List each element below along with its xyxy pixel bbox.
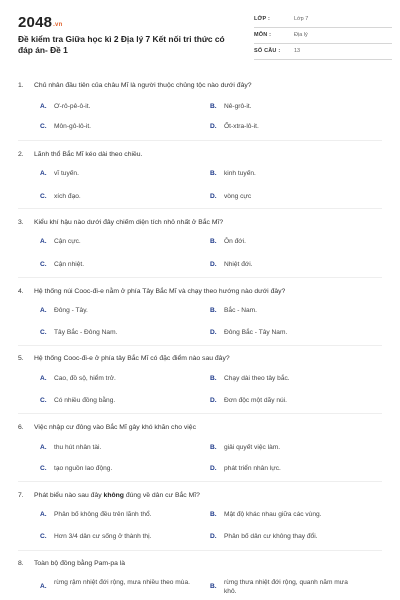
question-text bbox=[18, 355, 230, 362]
option-a[interactable] bbox=[40, 307, 88, 314]
option-a[interactable] bbox=[40, 170, 79, 177]
option-d[interactable] bbox=[210, 193, 251, 200]
option-text: Đơn độc một dãy núi. bbox=[224, 397, 287, 404]
question-number: 6. bbox=[18, 424, 24, 431]
option-letter: C. bbox=[40, 329, 47, 336]
question-divider bbox=[18, 550, 382, 551]
option-letter: D. bbox=[210, 123, 217, 130]
option-b[interactable] bbox=[210, 307, 257, 314]
document-header bbox=[18, 12, 386, 66]
question-8 bbox=[18, 560, 388, 600]
option-letter: A. bbox=[40, 444, 47, 451]
question-body: Hệ thống Cooc-đi-e ở phía tây Bắc Mĩ có đặc điểm nào sau đây? bbox=[34, 355, 230, 362]
option-letter: B. bbox=[210, 444, 217, 451]
option-text: Phân bố dân cư không thay đổi. bbox=[224, 533, 318, 540]
option-text: Chạy dài theo tây bắc. bbox=[224, 375, 290, 382]
option-letter: A. bbox=[40, 238, 47, 245]
option-text: Phân bố không đều trên lãnh thổ. bbox=[54, 511, 152, 518]
question-body-start: Phát biểu nào sau đây bbox=[34, 492, 104, 499]
option-letter: B. bbox=[210, 170, 217, 177]
option-b[interactable] bbox=[210, 170, 256, 177]
option-text: Đông - Tây. bbox=[54, 307, 88, 314]
option-text: Đông Bắc - Tây Nam. bbox=[224, 329, 288, 336]
option-a[interactable] bbox=[40, 511, 152, 518]
question-body-end: đúng về dân cư Bắc Mĩ? bbox=[123, 492, 200, 499]
option-letter: B. bbox=[210, 307, 217, 314]
option-text: Bắc - Nam. bbox=[224, 307, 257, 314]
option-text: giải quyết việc làm. bbox=[224, 444, 281, 451]
question-6 bbox=[18, 424, 388, 484]
question-1 bbox=[18, 82, 388, 142]
option-letter: D. bbox=[210, 329, 217, 336]
option-letter: A. bbox=[40, 307, 47, 314]
question-text bbox=[18, 560, 125, 567]
question-divider bbox=[18, 208, 382, 209]
meta-label: MÔN : bbox=[254, 32, 272, 38]
option-letter: B. bbox=[210, 583, 217, 590]
question-number: 1. bbox=[18, 82, 24, 89]
meta-label: LỚP : bbox=[254, 16, 270, 22]
option-c[interactable] bbox=[40, 123, 91, 130]
question-body: Chủ nhân đầu tiên của châu Mĩ là người thuộc chủng tộc nào dưới đây? bbox=[34, 82, 252, 89]
option-c[interactable] bbox=[40, 397, 115, 404]
option-d[interactable] bbox=[210, 397, 287, 404]
option-text: Tây Bắc - Đông Nam. bbox=[54, 329, 118, 336]
option-text: Nê-grô-it. bbox=[224, 103, 252, 110]
option-d[interactable] bbox=[210, 533, 318, 540]
question-text bbox=[18, 424, 196, 431]
option-text: Có nhiều đồng bằng. bbox=[54, 397, 116, 404]
option-text: Cao, đồ sộ, hiểm trở. bbox=[54, 375, 116, 382]
option-letter: D. bbox=[210, 465, 217, 472]
meta-row-subject bbox=[254, 28, 392, 44]
option-text: Hơn 3/4 dân cư sống ở thành thị. bbox=[54, 533, 152, 540]
option-letter: A. bbox=[40, 170, 47, 177]
option-a[interactable] bbox=[40, 375, 116, 382]
option-d[interactable] bbox=[210, 465, 281, 472]
question-5 bbox=[18, 355, 388, 415]
option-text: xích đạo. bbox=[54, 193, 81, 200]
question-2 bbox=[18, 151, 388, 211]
question-body: Việc nhập cư đông vào Bắc Mĩ gây khó khăn cho việc bbox=[34, 424, 196, 431]
meta-value: 13 bbox=[294, 48, 301, 54]
option-text: rừng rậm nhiệt đới rộng, mưa nhiều theo mùa. bbox=[54, 579, 190, 586]
option-a[interactable] bbox=[40, 579, 190, 588]
option-text: vĩ tuyến. bbox=[54, 170, 79, 177]
option-letter: C. bbox=[40, 261, 47, 268]
option-text: Ôn đới. bbox=[224, 238, 246, 245]
question-number: 8. bbox=[18, 560, 24, 567]
question-divider bbox=[18, 140, 382, 141]
option-text: Ốt-xtra-lô-it. bbox=[224, 123, 259, 130]
question-emphasis: không bbox=[103, 492, 124, 499]
option-d[interactable] bbox=[210, 123, 259, 130]
option-text: phát triển nhân lực. bbox=[224, 465, 281, 472]
option-letter: D. bbox=[210, 261, 217, 268]
site-logo[interactable] bbox=[18, 14, 62, 31]
question-divider bbox=[18, 413, 382, 414]
logo-main-text: 2048 bbox=[18, 14, 53, 31]
option-b[interactable] bbox=[210, 511, 322, 518]
question-divider bbox=[18, 345, 382, 346]
meta-row-count bbox=[254, 44, 392, 60]
option-b[interactable] bbox=[210, 238, 246, 245]
option-text: Nhiệt đới. bbox=[224, 261, 253, 268]
option-letter: C. bbox=[40, 193, 47, 200]
option-letter: C. bbox=[40, 123, 47, 130]
option-letter: C. bbox=[40, 397, 47, 404]
page-title: Đề kiểm tra Giữa học kì 2 Địa lý 7 Kết nối tri thức có đáp án- Đề 1 bbox=[18, 34, 225, 55]
option-a[interactable] bbox=[40, 238, 81, 245]
question-number: 4. bbox=[18, 288, 24, 295]
option-letter: A. bbox=[40, 103, 47, 110]
option-a[interactable] bbox=[40, 103, 90, 110]
option-b[interactable] bbox=[210, 375, 290, 382]
meta-value: Lớp 7 bbox=[294, 16, 309, 22]
question-body: Toàn bộ đồng bằng Pam-pa là bbox=[34, 560, 126, 567]
option-text: tạo nguồn lao động. bbox=[54, 465, 113, 472]
meta-row-class bbox=[254, 12, 392, 28]
option-text: Môn-gô-lô-it. bbox=[54, 123, 92, 130]
question-4 bbox=[18, 288, 388, 348]
option-text: vòng cực bbox=[224, 193, 252, 200]
question-number: 5. bbox=[18, 355, 24, 362]
option-text: Cận nhiệt. bbox=[54, 261, 85, 268]
question-divider bbox=[18, 277, 382, 278]
document-meta bbox=[254, 12, 392, 60]
question-number: 7. bbox=[18, 492, 24, 499]
option-d[interactable] bbox=[210, 329, 287, 336]
option-letter: B. bbox=[210, 375, 217, 382]
option-letter: D. bbox=[210, 397, 217, 404]
option-letter: A. bbox=[40, 375, 47, 382]
option-text: Mật độ khác nhau giữa các vùng. bbox=[224, 511, 322, 518]
option-letter: A. bbox=[40, 583, 47, 590]
logo-suffix-text: .vn bbox=[53, 22, 63, 28]
option-d[interactable] bbox=[210, 261, 253, 268]
meta-label: SỐ CÂU : bbox=[254, 48, 281, 54]
question-text bbox=[18, 219, 223, 226]
question-7 bbox=[18, 492, 388, 552]
question-text bbox=[18, 82, 252, 89]
meta-value: Địa lý bbox=[294, 32, 308, 38]
question-text bbox=[18, 288, 285, 295]
option-b[interactable] bbox=[210, 579, 360, 596]
option-letter: A. bbox=[40, 511, 47, 518]
option-letter: C. bbox=[40, 465, 47, 472]
option-c[interactable] bbox=[40, 193, 81, 200]
option-c[interactable] bbox=[40, 533, 151, 540]
option-b[interactable] bbox=[210, 103, 251, 110]
question-number: 3. bbox=[18, 219, 24, 226]
option-c[interactable] bbox=[40, 465, 112, 472]
option-letter: C. bbox=[40, 533, 47, 540]
question-body: Kiểu khí hậu nào dưới đây chiếm diện tích nhỏ nhất ở Bắc Mĩ? bbox=[34, 219, 224, 226]
question-body: Lãnh thổ Bắc Mĩ kéo dài theo chiều. bbox=[34, 151, 143, 158]
question-3 bbox=[18, 219, 388, 279]
option-text: kinh tuyến. bbox=[224, 170, 256, 177]
option-c[interactable] bbox=[40, 261, 84, 268]
question-text bbox=[18, 492, 200, 499]
option-text: Ơ-rô-pê-ô-it. bbox=[54, 103, 91, 110]
option-text: Cận cực. bbox=[54, 238, 81, 245]
option-letter: D. bbox=[210, 193, 217, 200]
option-letter: B. bbox=[210, 103, 217, 110]
question-text bbox=[18, 151, 142, 158]
option-c[interactable] bbox=[40, 329, 117, 336]
question-number: 2. bbox=[18, 151, 24, 158]
option-text: rừng thưa nhiệt đới rộng, quanh năm mưa khô. bbox=[224, 579, 348, 595]
option-b[interactable] bbox=[210, 444, 280, 451]
option-a[interactable] bbox=[40, 444, 101, 451]
option-letter: D. bbox=[210, 533, 217, 540]
option-letter: B. bbox=[210, 238, 217, 245]
option-letter: B. bbox=[210, 511, 217, 518]
option-text: thu hút nhân tài. bbox=[54, 444, 102, 451]
question-body: Hệ thống núi Cooc-đi-e nằm ở phía Tây Bắc Mĩ và chạy theo hướng nào dưới đây? bbox=[34, 288, 286, 295]
question-divider bbox=[18, 481, 382, 482]
